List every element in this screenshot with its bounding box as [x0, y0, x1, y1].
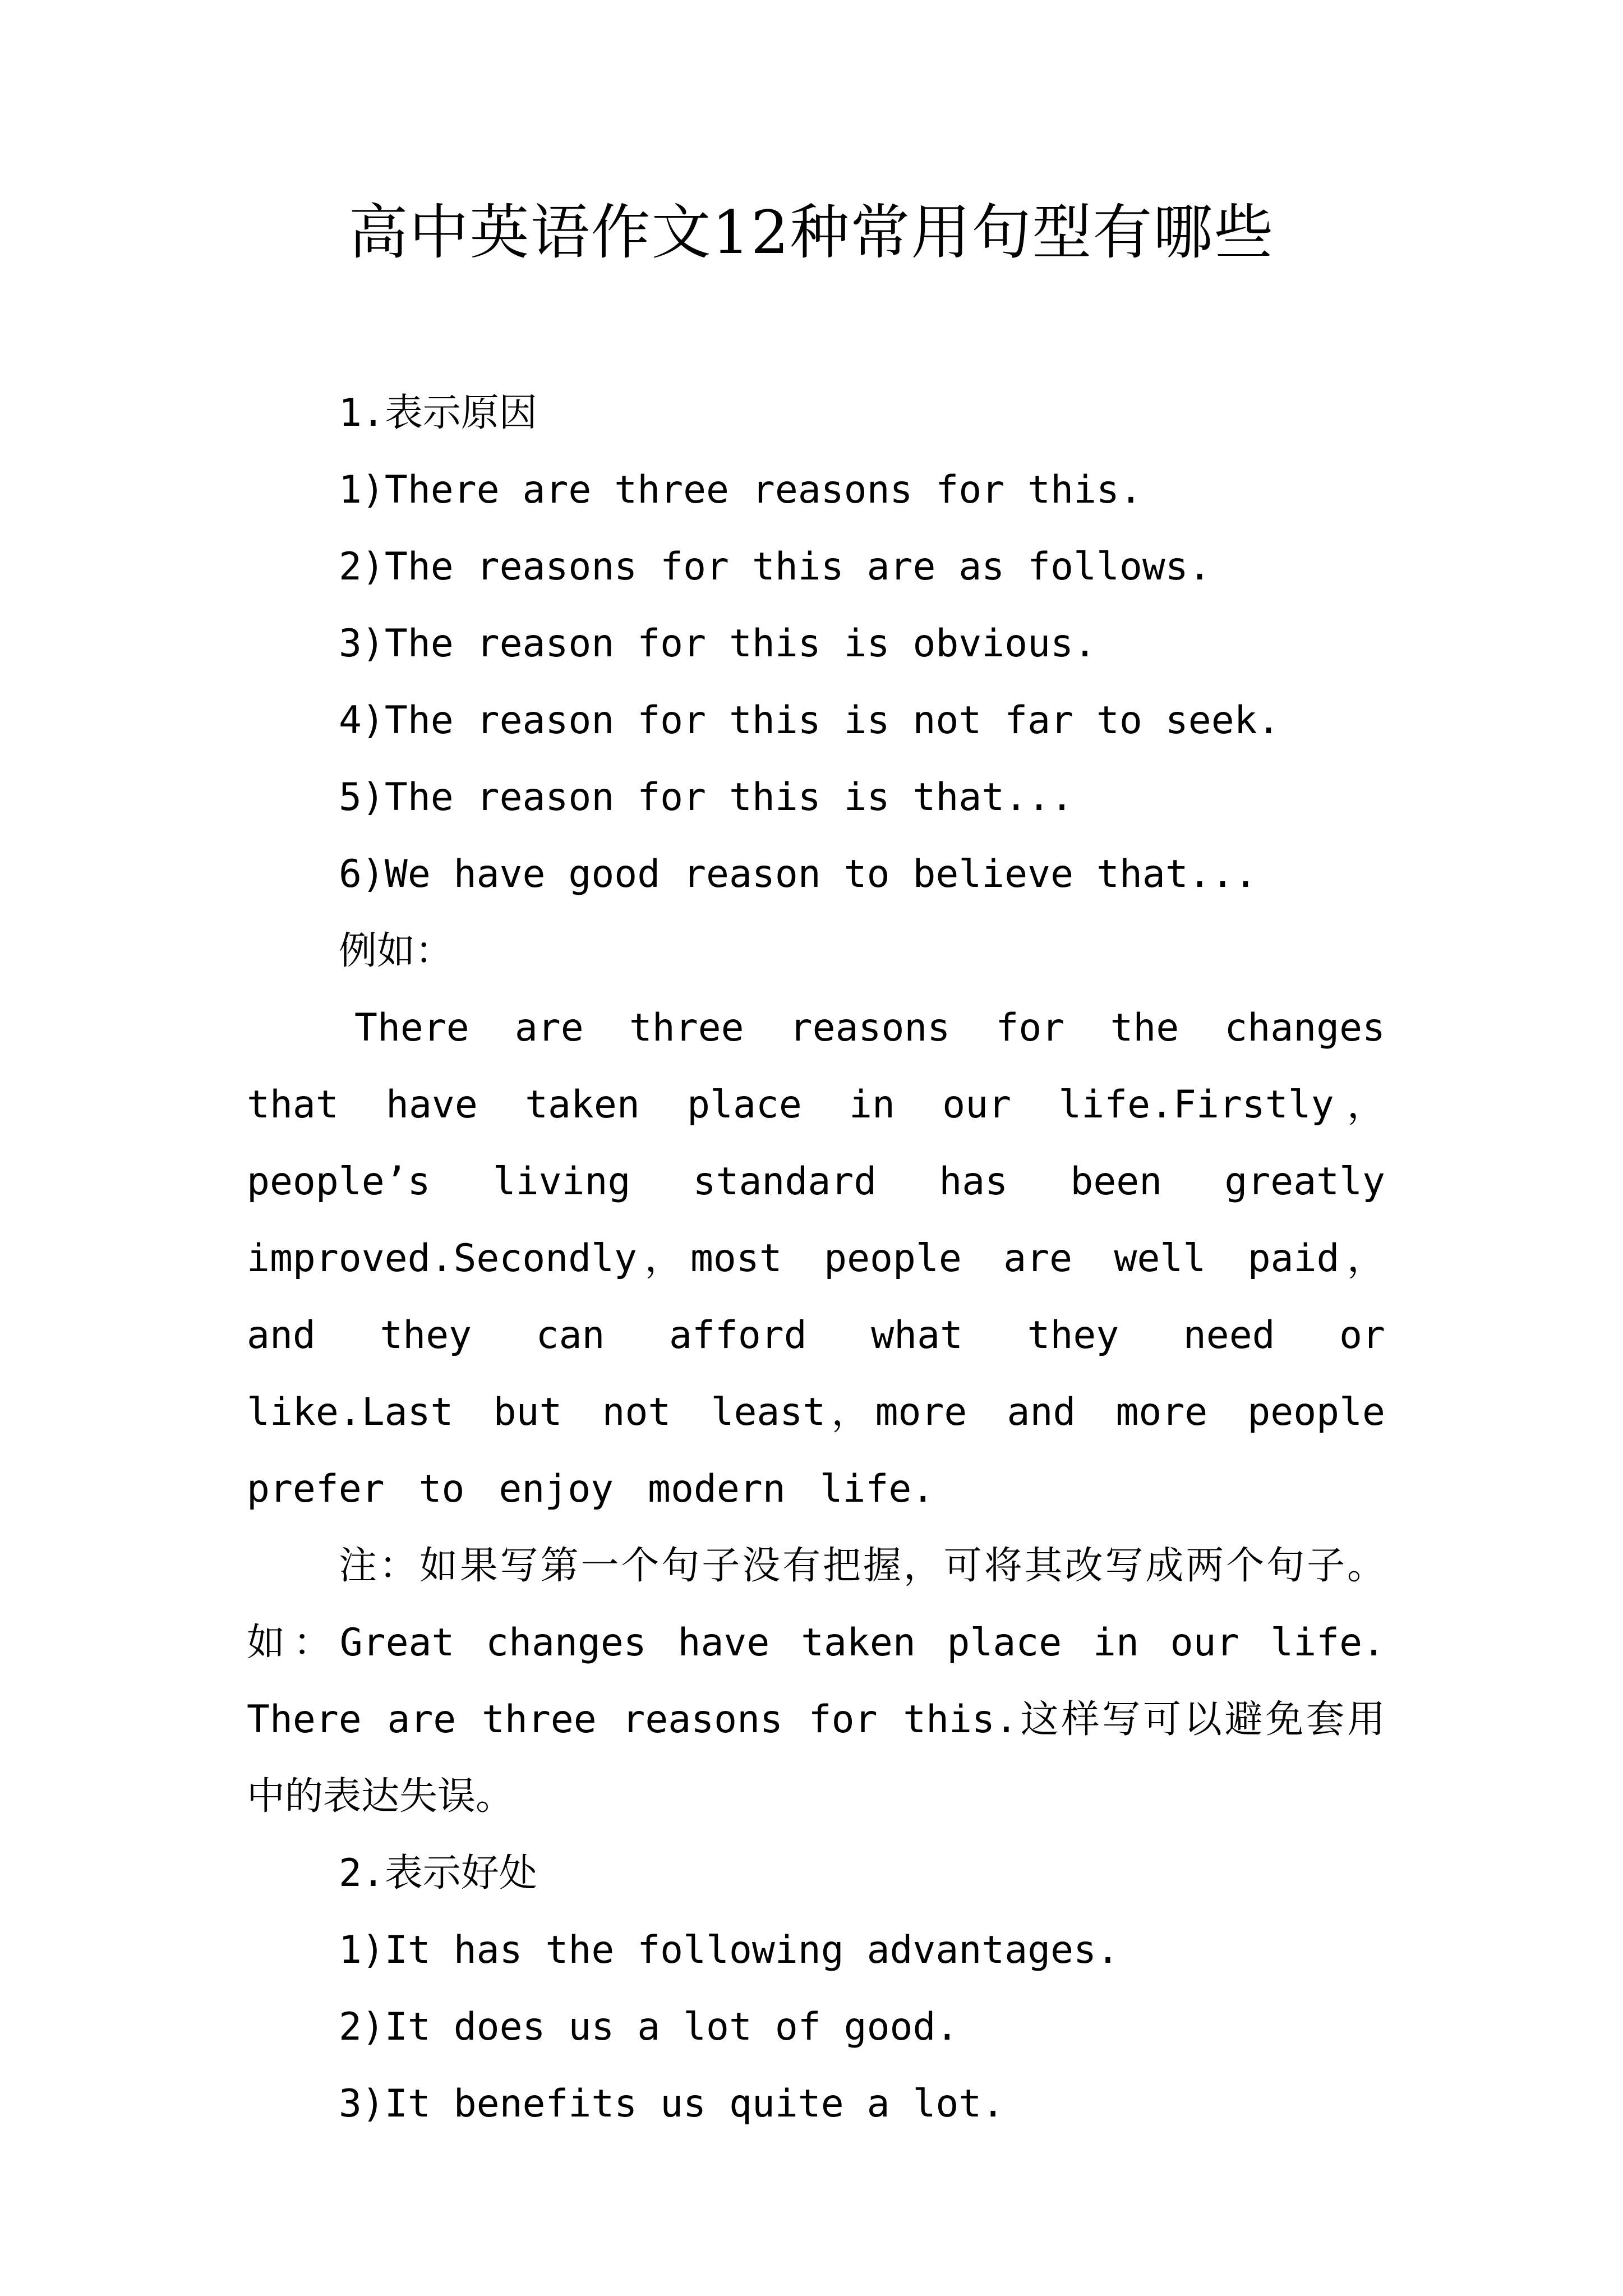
document-body — [247, 375, 1385, 2142]
example-label: 例如： — [339, 929, 454, 973]
list-item: 4)The reason for this is not far to seek. — [339, 698, 1280, 743]
section-heading-advantages: 2.表示好处 — [339, 1851, 537, 1895]
document-title: 高中英语作文12种常用句型有哪些 — [348, 198, 1275, 267]
section-heading-reasons: 1.表示原因 — [339, 391, 537, 435]
example-paragraph: There are three reasons for the changes that have taken place in our life.Firstly，people’s living standard has been greatly improved.Secondly，most people are well paid， and they can afford what they need or like.Last but not least，more and more people prefer to enjoy modern life. — [247, 1006, 1385, 1511]
list-item: 2)It does us a lot of good. — [339, 2005, 959, 2049]
list-item: 2)The reasons for this are as follows. — [339, 545, 1211, 589]
list-item: 6)We have good reason to believe that... — [339, 852, 1257, 896]
list-item: 3)The reason for this is obvious. — [339, 622, 1097, 666]
list-item: 1)There are three reasons for this. — [339, 468, 1142, 512]
note-paragraph: 注：如果写第一个句子没有把握，可将其改写成两个句子。如：Great changes have taken place in our life. There are three reasons for this.这样写可以避免套用中的表达失误。 — [247, 1544, 1385, 1819]
list-item: 1)It has the following advantages. — [339, 1928, 1119, 1972]
list-item: 3)It benefits us quite a lot. — [339, 2082, 1005, 2126]
list-item: 5)The reason for this is that... — [339, 775, 1074, 820]
